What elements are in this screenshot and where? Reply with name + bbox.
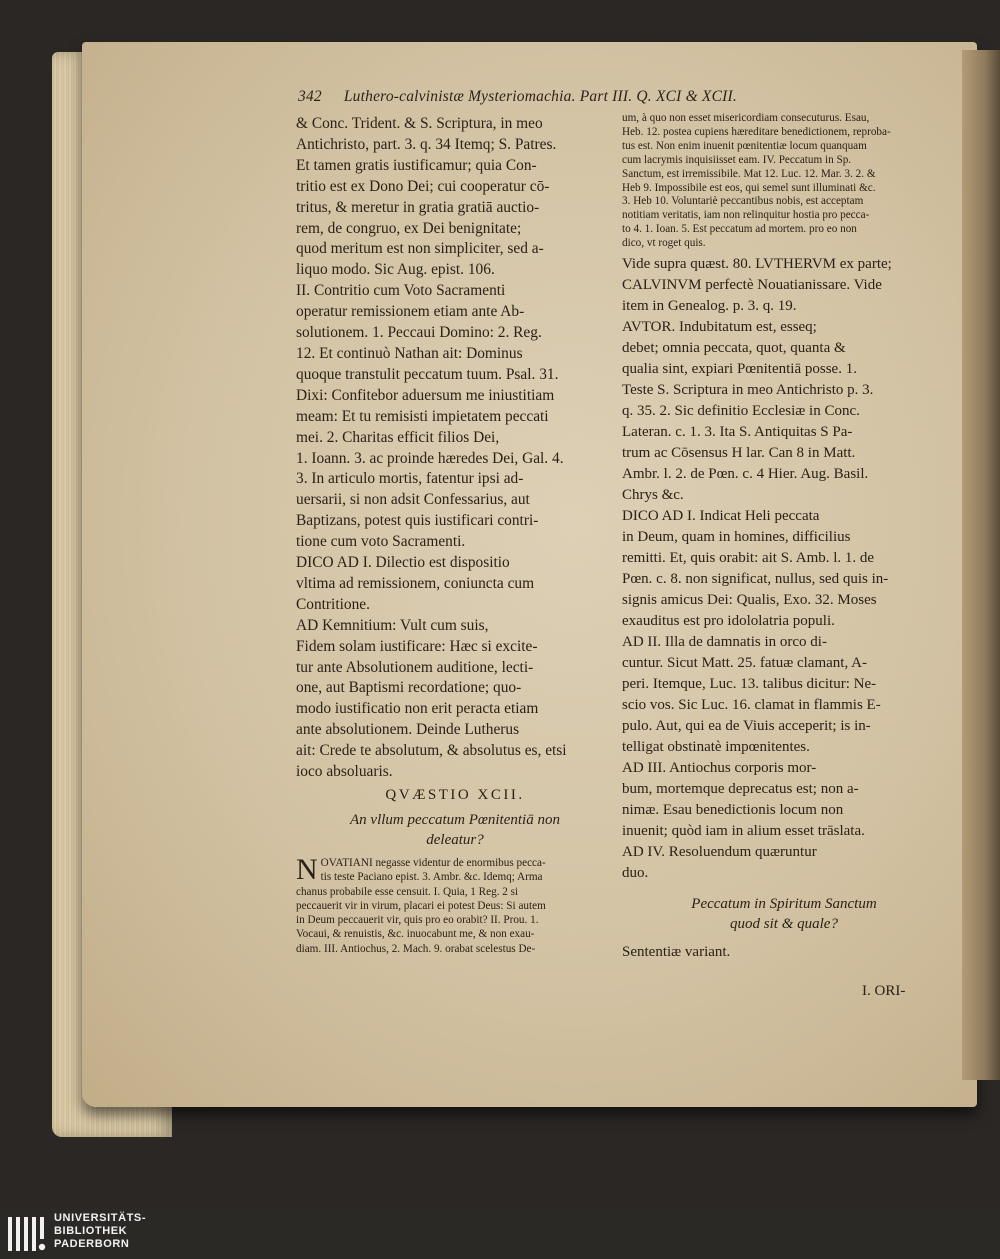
text-line: AD II. Illa de damnatis in orco di-: [622, 634, 827, 651]
text-line: cuntur. Sicut Matt. 25. fatuæ clamant, A-: [622, 655, 867, 672]
text-line: vltima ad remissionem, coniuncta cum: [296, 574, 535, 592]
text-line: qualia sint, expiari Pœnitentiā posse. 1.: [622, 361, 857, 378]
text-line: solutionem. 1. Peccaui Domino: 2. Reg.: [296, 324, 542, 342]
question-body: [296, 852, 614, 956]
text-line: inuenit; quòd iam in alium esset trāslata.: [622, 823, 865, 840]
text-line: AD IV. Resoluendum quæruntur: [622, 844, 817, 861]
text-line: AD III. Antiochus corporis mor-: [622, 760, 817, 777]
small-text-line: um, à quo non esset misericordiam consecuturus. Esau,: [622, 112, 870, 124]
facing-page-gutter: [962, 50, 1000, 1080]
library-name-line: BIBLIOTHEK: [54, 1225, 128, 1237]
text-line: uersarii, si non adsit Confessarius, aut: [296, 491, 530, 509]
text-line: Lateran. c. 1. 3. Ita S. Antiquitas S Pa-: [622, 424, 853, 441]
text-line: tur ante Absolutionem auditione, lecti-: [296, 658, 534, 676]
text-line: exauditus est pro idololatria populi.: [622, 613, 835, 630]
text-line: ante absolutionem. Deinde Lutherus: [296, 721, 520, 739]
running-title: Luthero-calvinistæ Mysteriomachia. Part III. Q. XCI & XCII.: [343, 88, 737, 105]
text-line: bum, mortemque deprecatus est; non a-: [622, 781, 859, 798]
text-line: quod meritum est non simpliciter, sed a-: [296, 240, 544, 258]
text-line: Fidem solam iustificare: Hæc si excite-: [296, 637, 538, 655]
text-line: tione cum voto Sacramenti.: [296, 533, 466, 551]
text-line: CALVINVM perfectè Nouatianissare. Vide: [622, 277, 882, 294]
text-line: II. Contritio cum Voto Sacramenti: [296, 282, 506, 300]
rubric-line: quod sit & quale?: [730, 916, 838, 933]
small-text-line: dico, vt roget quis.: [622, 237, 706, 250]
text-line: 3. In articulo mortis, fatentur ipsi ad-: [296, 470, 524, 488]
small-text-line: OVATIANI negasse videntur de enormibus pecca-: [320, 856, 546, 869]
text-line: Baptizans, potest quis iustificari contri-: [296, 512, 539, 530]
text-line: rem, de congruo, ex Dei benignitate;: [296, 219, 522, 237]
library-name-line: UNIVERSITÄTS-: [54, 1212, 147, 1224]
question-subtitle-line: deleatur?: [426, 831, 484, 848]
text-line: meam: Et tu remisisti impietatem peccati: [296, 407, 549, 425]
main-text-block: [622, 254, 946, 963]
text-line: Pœn. c. 8. non significat, nullus, sed quis in-: [622, 571, 889, 588]
text-line: q. 35. 2. Sic definitio Ecclesiæ in Conc.: [622, 403, 860, 420]
text-line: trum ac Cōsensus H lar. Can 8 in Matt.: [622, 445, 856, 462]
library-name: [54, 1212, 146, 1251]
footer-bar: [0, 1208, 1000, 1259]
catchword: I. ORI-: [862, 983, 906, 999]
small-text-line: Heb 9. Impossibile est eos, qui semel sunt illuminati &c.: [622, 181, 876, 194]
rubric-heading: [622, 894, 946, 934]
small-text-line: in Deum peccauerit vir, quis pro eo orabit? II. Prou. 1.: [296, 914, 539, 927]
small-text-line: peccauerit vir in virum, placari ei potest Deus: Si autem: [296, 899, 546, 912]
text-line: nimæ. Esau benedictionis locum non: [622, 802, 844, 819]
text-line: Dixi: Confitebor aduersum me iniustitiam: [296, 386, 555, 404]
text-line: AVTOR. Indubitatum est, esseq;: [622, 319, 817, 336]
text-line: liquo modo. Sic Aug. epist. 106.: [296, 261, 495, 279]
text-line: tritio est ex Dono Dei; cui cooperatur cō-: [296, 177, 550, 195]
text-line: Antichristo, part. 3. q. 34 Itemq; S. Patres.: [296, 135, 557, 153]
text-line: Teste S. Scriptura in meo Antichristo p. 3.: [622, 382, 874, 399]
text-line: remitti. Et, quis orabit: ait S. Amb. l. 1. de: [622, 550, 875, 567]
right-column: [622, 112, 946, 963]
text-line: Et tamen gratis iustificamur; quia Con-: [296, 156, 537, 174]
drop-capital: N: [296, 852, 318, 886]
small-text-line: tus est. Non enim inuenit pœnitentiæ locum quanquam: [622, 139, 867, 152]
text-line: modo iustificatio non erit peracta etiam: [296, 700, 539, 718]
text-line: Chrys &c.: [622, 487, 684, 504]
text-line: tritus, & meretur in gratia gratiā auctio-: [296, 198, 540, 216]
text-line: 1. Ioann. 3. ac proinde hæredes Dei, Gal. 4.: [296, 449, 564, 467]
small-text-line: Sanctum, est irremissibile. Mat 12. Luc. 12. Mar. 3. 2. &: [622, 167, 876, 180]
text-line: peri. Itemque, Luc. 13. talibus dicitur: Ne-: [622, 676, 877, 693]
page-number: 342: [298, 88, 322, 105]
small-text-line: tis teste Paciano epist. 3. Ambr. &c. Idemq; Arma: [320, 871, 543, 884]
text-line: Contritione.: [296, 595, 370, 613]
small-text-line: diam. III. Antiochus, 2. Mach. 9. orabat scelestus De-: [296, 942, 536, 955]
text-line: quoque transtulit peccatum tuum. Psal. 31.: [296, 365, 559, 383]
text-line: item in Genealog. p. 3. q. 19.: [622, 298, 797, 315]
text-line: debet; omnia peccata, quot, quanta &: [622, 340, 846, 357]
small-print-block: [622, 112, 946, 251]
rubric-line: Peccatum in Spiritum Sanctum: [691, 896, 877, 913]
text-line: ioco absoluaris.: [296, 763, 393, 781]
text-line: operatur remissionem etiam ante Ab-: [296, 303, 525, 321]
text-line: Ambr. l. 2. de Pœn. c. 4 Hier. Aug. Basil.: [622, 466, 869, 483]
library-logo-icon: [6, 1213, 46, 1255]
text-line: scio vos. Sic Luc. 16. clamat in flammis E-: [622, 697, 881, 714]
text-line: ait: Crede te absolutum, & absolutus es, etsi: [296, 742, 567, 760]
small-text-line: cum lacrymis inquisiisset eam. IV. Peccatum in Sp.: [622, 153, 852, 166]
text-line: one, aut Baptismi recordatione; quo-: [296, 679, 522, 697]
sententiae-line: Sententiæ variant.: [622, 944, 731, 961]
library-name-line: PADERBORN: [54, 1238, 130, 1250]
small-text-line: to 4. 1. Ioan. 5. Est peccatum ad mortem. pro eo non: [622, 223, 857, 236]
text-line: AD Kemnitium: Vult cum suis,: [296, 616, 489, 634]
text-line: & Conc. Trident. & S. Scriptura, in meo: [296, 115, 543, 132]
text-line: DICO AD I. Indicat Heli peccata: [622, 508, 820, 525]
small-text-line: notitiam veritatis, iam non relinquitur hostia pro pecca-: [622, 209, 870, 222]
small-text-line: Vocaui, & renuistis, &c. inuocabunt me, & non exau-: [296, 928, 535, 941]
text-line: telligat obstinatè impœnitentes.: [622, 739, 810, 756]
text-line: duo.: [622, 865, 649, 882]
left-column: [296, 114, 614, 956]
question-subtitle: [296, 810, 614, 850]
text-line: 12. Et continuò Nathan ait: Dominus: [296, 344, 523, 362]
text-line: signis amicus Dei: Qualis, Exo. 32. Moses: [622, 592, 877, 609]
small-text-line: chanus probabile esse censuit. I. Quia, 1 Reg. 2 si: [296, 885, 519, 898]
question-title: QVÆSTIO XCII.: [385, 787, 525, 803]
text-line: mei. 2. Charitas efficit filios Dei,: [296, 428, 500, 446]
text-line: in Deum, quam in homines, difficilius: [622, 529, 851, 546]
text-line: Vide supra quæst. 80. LVTHERVM ex parte;: [622, 256, 892, 273]
text-line: pulo. Aut, qui ea de Viuis acceperit; is in-: [622, 718, 871, 735]
small-text-line: 3. Heb 10. Voluntariè peccantibus nobis, est acceptam: [622, 195, 864, 208]
text-line: DICO AD I. Dilectio est dispositio: [296, 554, 510, 572]
running-header: [298, 88, 958, 106]
small-text-line: Heb. 12. postea cupiens hæreditare benedictionem, reproba-: [622, 125, 891, 138]
question-subtitle-line: An vllum peccatum Pœnitentiā non: [350, 811, 560, 828]
